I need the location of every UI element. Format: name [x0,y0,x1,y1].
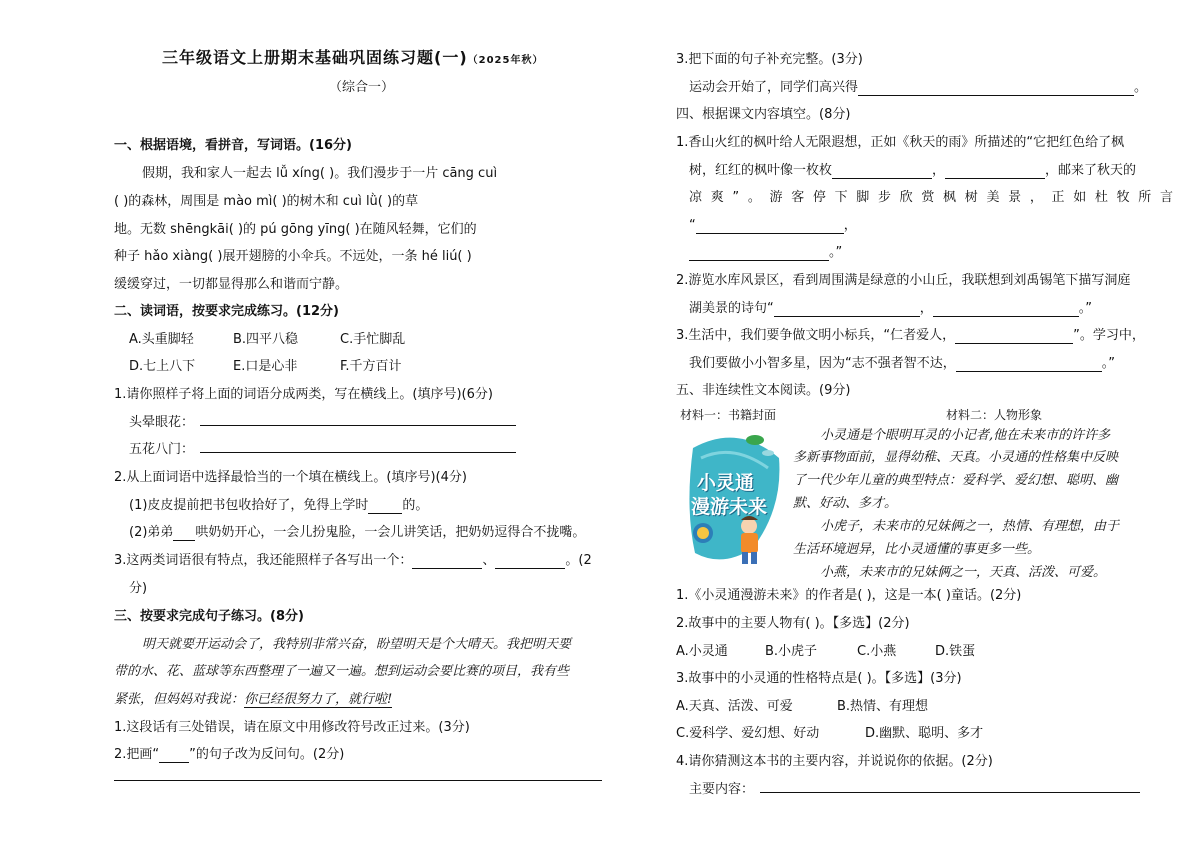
s2-q2-1-blank[interactable] [368,498,402,514]
s2-q2-2-text-b: 哄奶奶开心，一会儿扮鬼脸，一会儿讲笑话，把奶奶逗得合不拢嘴。 [195,525,586,540]
s3-passage-line3-a: 紧张，但妈妈对我说： [114,692,245,707]
s4-q1-line2 [689,159,1136,179]
s2-option-c: C.手忙脚乱 [340,332,406,347]
s2-q2-2-text-a: (2)弟弟 [129,525,174,540]
s2-q2: 2.从上面词语中选择最恰当的一个填在横线上。(填序号)(4分) [114,470,467,485]
s3-passage-line2: 带的水、花、蓝球等东西整理了一遍又一遍。想到运动会要比赛的项目，我有些 [114,664,570,679]
s4-q2-line2-a: 湖美景的诗句“ [689,301,774,316]
s5-passage-4: 默、好动、多才。 [793,496,898,511]
cover-title-line2: 漫游未来 [691,496,768,518]
s3-q2-answer-line[interactable] [114,780,602,781]
s2-q2-1-text-b: 的。 [402,498,429,513]
s4-q1-line4 [689,214,857,234]
r3-q3-text: 运动会开始了，同学们高兴得 [689,80,859,95]
s4-q1-line5-a: 。” [829,245,843,260]
s2-q2-1-text-a: (1)皮皮提前把书包收拾好了，免得上学时 [129,498,369,513]
s4-q3-line2-a: 我们要做小小智多星，因为“志不强者智不达， [689,356,956,371]
s4-q2-blank-2[interactable] [933,301,1079,317]
s5-q2-option-c[interactable]: C.小燕 [857,644,897,659]
r3-q3: 3.把下面的句子补充完整。(3分) [676,52,863,67]
s3-q1: 1.这段话有三处错误，请在原文中用修改符号改正过来。(3分) [114,720,470,735]
s4-q1-line1: 1.香山火红的枫叶给人无限遐想，正如《秋天的雨》所描述的“它把红色给了枫 [676,135,1125,150]
s2-option-b: B.四平八稳 [233,332,299,347]
s2-q3-text-b: 。(2 [565,553,592,568]
s4-q2-blank-1[interactable] [774,301,920,317]
s5-passage-6: 生活环境迥异，比小灵通懂的事更多一些。 [793,542,1041,557]
s5-passage-1: 小灵通是个眼明耳灵的小记者,他在未来市的许许多 [820,428,1111,443]
s2-q3-text-a: 3.这两类词语很有特点，我还能照样子各写出一个： [114,553,413,568]
s2-option-e: E.口是心非 [233,359,298,374]
s2-q1-a-line[interactable] [200,425,516,426]
s5-q3-option-d[interactable]: D.幽默、聪明、多才 [865,726,984,741]
s5-q3-option-c[interactable]: C.爱科学、爱幻想、好动 [676,726,820,741]
s4-q1-blank-1[interactable] [832,163,932,179]
s5-passage-3: 了一代少年儿童的典型特点：爱科学、爱幻想、聪明、幽 [793,473,1119,488]
s4-q3-line1 [676,324,1145,344]
s2-q3-blank-2[interactable] [495,553,565,569]
s2-q3 [114,549,592,569]
page-title [162,45,543,68]
s4-q3-line2-b: 。” [1101,356,1115,371]
r3-q3-line [689,76,1147,96]
s5-q3-option-b[interactable]: B.热情、有理想 [837,699,929,714]
s4-q3-blank-2[interactable] [956,356,1102,372]
s5-q2: 2.故事中的主要人物有( )。【多选】(2分) [676,616,910,631]
s1-line1: 假期，我和家人一起去 lǚ xíng( )。我们漫步于一片 cāng cuì [142,166,498,181]
s4-q1-line5 [689,241,842,261]
year-note: （2025年秋） [467,55,544,66]
s1-line5: 缓缓穿过，一切都显得那么和谐而宁静。 [114,277,349,292]
s4-q1-line4-b: ， [843,218,857,233]
s4-q1-line4-a: “ [689,218,696,233]
book-cover-image [683,428,785,573]
s4-q2-line2 [689,297,1092,317]
s1-line4: 种子 hǎo xiàng( )展开翅膀的小伞兵。不远处，一条 hé liú( ) [114,249,472,264]
s2-q1: 1.请你照样子将上面的词语分成两类，写在横线上。(填序号)(6分) [114,387,493,402]
s1-line2: ( )的森林，周围是 mào mì( )的树木和 cuì lǜ( )的草 [114,194,419,209]
s5-passage-5: 小虎子，未来市的兄妹俩之一，热情、有理想，由于 [820,519,1120,534]
s5-q2-option-a[interactable]: A.小灵通 [676,644,728,659]
s4-q2-line1: 2.游览水库风景区，看到周围满是绿意的小山丘，我联想到刘禹锡笔下描写洞庭 [676,273,1131,288]
s2-heading: 二、读词语，按要求完成练习。(12分) [114,304,339,319]
s2-option-a: A.头重脚轻 [129,332,194,347]
s2-option-d: D.七上八下 [129,359,196,374]
s5-q4: 4.请你猜测这本书的主要内容，并说说你的依据。(2分) [676,754,993,769]
s4-q1-blank-2[interactable] [945,163,1045,179]
s4-q1-line2-c: ，邮来了秋天的 [1045,163,1137,178]
s5-q2-option-d[interactable]: D.铁蛋 [935,644,976,659]
s3-q2 [114,743,344,763]
s3-q2-text-b: ”的句子改为反问句。(2分) [189,747,345,762]
s3-passage-line3 [114,688,392,707]
s4-q1-blank-3[interactable] [696,218,844,234]
s5-q2-option-b[interactable]: B.小虎子 [765,644,818,659]
s4-q3-blank-1[interactable] [955,328,1073,344]
s3-q2-underline-mark [159,747,189,763]
s5-q3: 3.故事中的小灵通的性格特点是( )。【多选】(3分) [676,671,962,686]
s5-q4-answer-line[interactable] [760,792,1140,793]
s4-q2-line2-b: ， [919,301,933,316]
s4-q1-line3: 凉爽”。游客停下脚步欣赏枫树美景，正如杜牧所言 [689,190,1173,205]
s4-q1-blank-4[interactable] [689,245,829,261]
s4-heading: 四、根据课文内容填空。(8分) [676,107,851,122]
s5-q4-label: 主要内容： [689,782,755,797]
s2-q1-b-line[interactable] [200,452,516,453]
s5-material-2-label: 材料二：人物形象 [946,408,1043,422]
s5-passage-2: 多新事物面前，显得幼稚、天真。小灵通的性格集中反映 [793,450,1119,465]
s4-q3-line2 [689,352,1115,372]
page-subtitle: （综合一） [329,80,395,95]
s2-q2-1 [129,494,428,514]
s1-line3: 地。无数 shēngkāi( )的 pú gōng yīng( )在随风轻舞，它们的 [114,222,477,237]
s1-heading: 一、根据语境，看拼音，写词语。(16分) [114,138,352,153]
s2-q3-cont: 分) [129,581,148,596]
s2-q2-2 [129,521,585,541]
cover-title-line1: 小灵通 [697,472,755,494]
r3-q3-period: 。 [1134,80,1148,95]
s4-q1-line2-a: 树，红红的枫叶像一枚枚 [689,163,833,178]
s4-q3-line1-a: 3.生活中，我们要争做文明小标兵，“仁者爱人， [676,328,956,343]
s2-q1-a-label: 头晕眼花： [129,415,195,430]
s3-passage-line1: 明天就要开运动会了，我特别非常兴奋，盼望明天是个大晴天。我把明天要 [142,637,572,652]
s3-heading: 三、按要求完成句子练习。(8分) [114,609,304,624]
s3-q2-text-a: 2.把画“ [114,747,160,762]
s4-q1-line2-b: ， [932,163,946,178]
s2-option-f: F.千方百计 [340,359,402,374]
s2-q2-2-blank[interactable] [173,525,195,541]
s5-heading: 五、非连续性文本阅读。(9分) [676,383,851,398]
s4-q3-line1-b: ”。学习中， [1073,328,1145,343]
s2-q3-sep: 、 [482,553,496,568]
s5-material-1-label: 材料一：书籍封面 [680,408,777,422]
s5-q1: 1.《小灵通漫游未来》的作者是( )，这是一本( )童话。(2分) [676,588,1022,603]
s5-q3-option-a[interactable]: A.天真、活泼、可爱 [676,699,793,714]
s2-q1-b-label: 五花八门： [129,442,195,457]
title-text: 三年级语文上册期末基础巩固练习题(一) [162,48,468,67]
s5-passage-7: 小燕，未来市的兄妹俩之一，天真、活泼、可爱。 [820,565,1107,580]
s4-q2-line2-c: 。” [1078,301,1093,316]
r3-q3-blank[interactable] [858,80,1134,96]
s2-q3-blank-1[interactable] [412,553,482,569]
s3-underlined-sentence: 你已经很努力了，就行啦! [244,692,393,707]
